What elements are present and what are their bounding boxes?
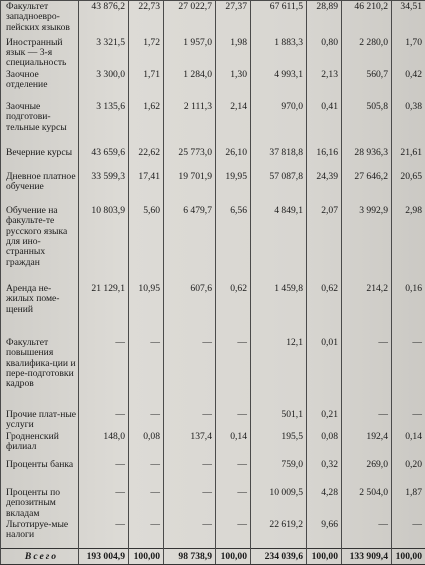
amount-cell: 759,0 <box>251 459 307 487</box>
amount-cell: 501,1 <box>251 409 307 431</box>
percent-cell: 26,10 <box>216 147 251 171</box>
amount-cell: 22 619,2 <box>251 519 307 549</box>
table-row <box>1 337 425 409</box>
percent-cell: 0,21 <box>307 409 342 431</box>
amount-cell: 3 321,5 <box>79 37 129 69</box>
percent-cell: 4,28 <box>307 487 342 519</box>
row-label: Факультет западноевро-пейских языков <box>1 1 79 37</box>
percent-cell: 0,01 <box>307 337 342 409</box>
percent-cell: 2,07 <box>307 205 342 283</box>
amount-cell: 57 087,8 <box>251 171 307 205</box>
percent-cell: 0,62 <box>216 283 251 337</box>
amount-cell: 1 957,0 <box>164 37 216 69</box>
table-row <box>1 409 425 431</box>
table-row <box>1 147 425 171</box>
amount-cell: 27 022,7 <box>164 1 216 37</box>
amount-cell: — <box>342 409 392 431</box>
table-row <box>1 101 425 147</box>
percent-cell: 0,62 <box>307 283 342 337</box>
amount-cell: 214,2 <box>342 283 392 337</box>
percent-cell: 20,65 <box>392 171 425 205</box>
percent-cell: 0,20 <box>392 459 425 487</box>
percent-cell: 0,14 <box>392 431 425 459</box>
amount-cell: 6 479,7 <box>164 205 216 283</box>
amount-cell: 505,8 <box>342 101 392 147</box>
amount-cell: 12,1 <box>251 337 307 409</box>
percent-cell: — <box>216 459 251 487</box>
row-label: Проценты банка <box>1 459 79 487</box>
amount-cell: 4 993,1 <box>251 69 307 101</box>
table-row <box>1 487 425 519</box>
percent-cell: 16,16 <box>307 147 342 171</box>
amount-cell: — <box>164 519 216 549</box>
percent-cell: 0,42 <box>392 69 425 101</box>
amount-cell: 195,5 <box>251 431 307 459</box>
percent-cell: 9,66 <box>307 519 342 549</box>
amount-cell: 46 210,2 <box>342 1 392 37</box>
percent-cell: 0,14 <box>216 431 251 459</box>
amount-cell: 10 803,9 <box>79 205 129 283</box>
percent-cell: — <box>216 487 251 519</box>
percent-cell: 1,62 <box>129 101 164 147</box>
percent-cell: 6,56 <box>216 205 251 283</box>
total-percent-cell: 100,00 <box>392 549 425 565</box>
table-row <box>1 431 425 459</box>
amount-cell: 560,7 <box>342 69 392 101</box>
table-row <box>1 283 425 337</box>
percent-cell: 5,60 <box>129 205 164 283</box>
percent-cell: 2,98 <box>392 205 425 283</box>
percent-cell: 1,72 <box>129 37 164 69</box>
percent-cell: 0,08 <box>129 431 164 459</box>
total-percent-cell: 100,00 <box>129 549 164 565</box>
percent-cell: — <box>129 409 164 431</box>
percent-cell: 1,98 <box>216 37 251 69</box>
amount-cell: 2 280,0 <box>342 37 392 69</box>
row-label: Вечерние курсы <box>1 147 79 171</box>
percent-cell: 22,73 <box>129 1 164 37</box>
amount-cell: 27 646,2 <box>342 171 392 205</box>
table-row <box>1 519 425 549</box>
percent-cell: 1,87 <box>392 487 425 519</box>
row-label: Аренда не-жилых поме-щений <box>1 283 79 337</box>
amount-cell: 10 009,5 <box>251 487 307 519</box>
amount-cell: 3 135,6 <box>79 101 129 147</box>
total-percent-cell: 100,00 <box>307 549 342 565</box>
amount-cell: — <box>79 487 129 519</box>
amount-cell: — <box>342 519 392 549</box>
percent-cell: 1,70 <box>392 37 425 69</box>
row-label: Заочное отделение <box>1 69 79 101</box>
percent-cell: 17,41 <box>129 171 164 205</box>
amount-cell: 4 849,1 <box>251 205 307 283</box>
table-row <box>1 171 425 205</box>
percent-cell: — <box>216 409 251 431</box>
amount-cell: — <box>164 337 216 409</box>
amount-cell: 37 818,8 <box>251 147 307 171</box>
percent-cell: 0,16 <box>392 283 425 337</box>
amount-cell: 43 659,6 <box>79 147 129 171</box>
percent-cell: 22,62 <box>129 147 164 171</box>
amount-cell: — <box>164 459 216 487</box>
amount-cell: 19 701,9 <box>164 171 216 205</box>
percent-cell: 1,30 <box>216 69 251 101</box>
table-body <box>1 1 425 565</box>
total-amount-cell: 133 909,4 <box>342 549 392 565</box>
percent-cell: 1,71 <box>129 69 164 101</box>
amount-cell: 25 773,0 <box>164 147 216 171</box>
percent-cell: 0,41 <box>307 101 342 147</box>
row-label: Дневное платное обучение <box>1 171 79 205</box>
amount-cell: 607,6 <box>164 283 216 337</box>
amount-cell: 1 883,3 <box>251 37 307 69</box>
amount-cell: 137,4 <box>164 431 216 459</box>
table-row <box>1 205 425 283</box>
amount-cell: 269,0 <box>342 459 392 487</box>
amount-cell: — <box>342 337 392 409</box>
table-row <box>1 459 425 487</box>
amount-cell: 21 129,1 <box>79 283 129 337</box>
amount-cell: 1 284,0 <box>164 69 216 101</box>
row-label: Факультет повышения квалифика-ции и пере-подготовки кадров <box>1 337 79 409</box>
percent-cell: — <box>129 487 164 519</box>
total-percent-cell: 100,00 <box>216 549 251 565</box>
percent-cell: — <box>392 337 425 409</box>
amount-cell: — <box>164 487 216 519</box>
amount-cell: 1 459,8 <box>251 283 307 337</box>
percent-cell: — <box>129 459 164 487</box>
amount-cell: 3 992,9 <box>342 205 392 283</box>
percent-cell: 0,32 <box>307 459 342 487</box>
percent-cell: — <box>216 519 251 549</box>
amount-cell: 2 111,3 <box>164 101 216 147</box>
percent-cell: 34,51 <box>392 1 425 37</box>
percent-cell: 0,80 <box>307 37 342 69</box>
row-label: Проценты по депозитным вкладам <box>1 487 79 519</box>
row-label: Гродненский филиал <box>1 431 79 459</box>
percent-cell: 0,38 <box>392 101 425 147</box>
percent-cell: 0,08 <box>307 431 342 459</box>
percent-cell: 21,61 <box>392 147 425 171</box>
amount-cell: 970,0 <box>251 101 307 147</box>
row-label: Льготируе-мые налоги <box>1 519 79 549</box>
total-row <box>1 549 425 565</box>
amount-cell: 33 599,3 <box>79 171 129 205</box>
amount-cell: — <box>79 337 129 409</box>
total-label: Всего <box>1 549 79 565</box>
amount-cell: 28 936,3 <box>342 147 392 171</box>
percent-cell: — <box>392 519 425 549</box>
percent-cell: — <box>216 337 251 409</box>
percent-cell: 27,37 <box>216 1 251 37</box>
amount-cell: 67 611,5 <box>251 1 307 37</box>
amount-cell: — <box>79 459 129 487</box>
table-row <box>1 69 425 101</box>
percent-cell: 19,95 <box>216 171 251 205</box>
percent-cell: — <box>129 337 164 409</box>
table-row <box>1 1 425 37</box>
amount-cell: 192,4 <box>342 431 392 459</box>
percent-cell: 24,39 <box>307 171 342 205</box>
total-amount-cell: 193 004,9 <box>79 549 129 565</box>
row-label: Иностранный язык — 3-я специальность <box>1 37 79 69</box>
amount-cell: — <box>164 409 216 431</box>
amount-cell: 43 876,2 <box>79 1 129 37</box>
row-label: Заочные подготови-тельные курсы <box>1 101 79 147</box>
row-label: Прочие плат-ные услуги <box>1 409 79 431</box>
percent-cell: 28,89 <box>307 1 342 37</box>
percent-cell: — <box>392 409 425 431</box>
amount-cell: 148,0 <box>79 431 129 459</box>
total-amount-cell: 234 039,6 <box>251 549 307 565</box>
percent-cell: 10,95 <box>129 283 164 337</box>
percent-cell: — <box>129 519 164 549</box>
amount-cell: — <box>79 519 129 549</box>
amount-cell: 3 300,0 <box>79 69 129 101</box>
percent-cell: 2,14 <box>216 101 251 147</box>
amount-cell: 2 504,0 <box>342 487 392 519</box>
total-amount-cell: 98 738,9 <box>164 549 216 565</box>
row-label: Обучение на факульте-те русского языка для ино-странных граждан <box>1 205 79 283</box>
table-row <box>1 37 425 69</box>
percent-cell: 2,13 <box>307 69 342 101</box>
amount-cell: — <box>79 409 129 431</box>
